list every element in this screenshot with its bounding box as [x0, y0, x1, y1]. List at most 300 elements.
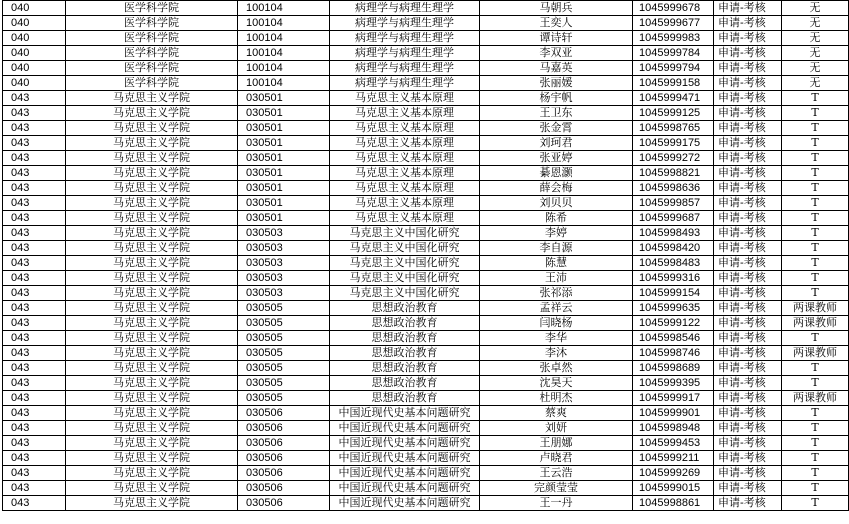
table-row: [3, 361, 849, 376]
student-name-cell: 闫晓杨: [480, 316, 633, 331]
admission-method-cell: 申请-考核: [714, 166, 782, 181]
college-code-cell: 043: [3, 181, 66, 196]
college-name-cell: 马克思主义学院: [66, 496, 238, 511]
exam-number-cell: 1045998746: [633, 346, 714, 361]
remark-cell: 无: [782, 31, 849, 46]
college-code-cell: 043: [3, 346, 66, 361]
student-name-cell: 杜明杰: [480, 391, 633, 406]
exam-number-cell: 1045998821: [633, 166, 714, 181]
table-row: [3, 286, 849, 301]
remark-cell: T: [782, 406, 849, 421]
college-name-cell: 马克思主义学院: [66, 151, 238, 166]
table-row: [3, 91, 849, 106]
college-code-cell: 043: [3, 436, 66, 451]
remark-cell: T: [782, 151, 849, 166]
major-name-cell: 马克思主义基本原理: [330, 196, 480, 211]
remark-cell: T: [782, 106, 849, 121]
admission-method-cell: 申请-考核: [714, 61, 782, 76]
college-name-cell: 马克思主义学院: [66, 91, 238, 106]
college-name-cell: 医学科学院: [66, 61, 238, 76]
admission-method-cell: 申请-考核: [714, 286, 782, 301]
major-code-cell: 030506: [238, 451, 330, 466]
student-name-cell: 卢晓君: [480, 451, 633, 466]
admission-method-cell: 申请-考核: [714, 421, 782, 436]
table-row: [3, 196, 849, 211]
table-row: [3, 466, 849, 481]
major-code-cell: 030501: [238, 91, 330, 106]
admission-method-cell: 申请-考核: [714, 211, 782, 226]
college-code-cell: 043: [3, 466, 66, 481]
major-code-cell: 030503: [238, 256, 330, 271]
table-row: [3, 181, 849, 196]
exam-number-cell: 1045999784: [633, 46, 714, 61]
table-row: [3, 421, 849, 436]
college-name-cell: 马克思主义学院: [66, 436, 238, 451]
exam-number-cell: 1045999125: [633, 106, 714, 121]
major-code-cell: 030503: [238, 271, 330, 286]
major-code-cell: 030501: [238, 196, 330, 211]
college-code-cell: 043: [3, 211, 66, 226]
table-row: [3, 121, 849, 136]
major-name-cell: 思想政治教育: [330, 391, 480, 406]
major-code-cell: 100104: [238, 61, 330, 76]
remark-cell: 两课教师: [782, 301, 849, 316]
exam-number-cell: 1045999122: [633, 316, 714, 331]
exam-number-cell: 1045998765: [633, 121, 714, 136]
table-row: [3, 331, 849, 346]
student-name-cell: 谭诗轩: [480, 31, 633, 46]
college-code-cell: 043: [3, 451, 66, 466]
college-code-cell: 043: [3, 316, 66, 331]
admission-method-cell: 申请-考核: [714, 391, 782, 406]
exam-number-cell: 1045999677: [633, 16, 714, 31]
major-name-cell: 病理学与病理生理学: [330, 76, 480, 91]
remark-cell: T: [782, 136, 849, 151]
major-name-cell: 马克思主义基本原理: [330, 211, 480, 226]
table-row: [3, 256, 849, 271]
major-code-cell: 100104: [238, 46, 330, 61]
exam-number-cell: 1045999857: [633, 196, 714, 211]
college-name-cell: 马克思主义学院: [66, 421, 238, 436]
student-name-cell: 张祁添: [480, 286, 633, 301]
major-name-cell: 马克思主义基本原理: [330, 136, 480, 151]
college-name-cell: 马克思主义学院: [66, 271, 238, 286]
major-name-cell: 马克思主义基本原理: [330, 106, 480, 121]
student-name-cell: 蔡爽: [480, 406, 633, 421]
student-name-cell: 张金霄: [480, 121, 633, 136]
major-code-cell: 030501: [238, 181, 330, 196]
college-name-cell: 马克思主义学院: [66, 316, 238, 331]
student-name-cell: 綦恩灏: [480, 166, 633, 181]
major-name-cell: 马克思主义中国化研究: [330, 226, 480, 241]
college-code-cell: 043: [3, 256, 66, 271]
admission-method-cell: 申请-考核: [714, 436, 782, 451]
major-name-cell: 马克思主义中国化研究: [330, 241, 480, 256]
major-code-cell: 030501: [238, 106, 330, 121]
major-code-cell: 030501: [238, 121, 330, 136]
student-name-cell: 王沛: [480, 271, 633, 286]
major-code-cell: 030506: [238, 481, 330, 496]
college-code-cell: 043: [3, 166, 66, 181]
table-row: [3, 346, 849, 361]
remark-cell: T: [782, 91, 849, 106]
table-row: [3, 136, 849, 151]
remark-cell: 两课教师: [782, 316, 849, 331]
exam-number-cell: 1045999154: [633, 286, 714, 301]
admission-method-cell: 申请-考核: [714, 76, 782, 91]
admission-method-cell: 申请-考核: [714, 331, 782, 346]
major-code-cell: 100104: [238, 1, 330, 16]
major-name-cell: 思想政治教育: [330, 316, 480, 331]
remark-cell: T: [782, 376, 849, 391]
major-code-cell: 100104: [238, 31, 330, 46]
major-code-cell: 030505: [238, 361, 330, 376]
college-name-cell: 马克思主义学院: [66, 361, 238, 376]
major-name-cell: 病理学与病理生理学: [330, 31, 480, 46]
student-name-cell: 马嘉英: [480, 61, 633, 76]
major-code-cell: 030503: [238, 241, 330, 256]
admission-method-cell: 申请-考核: [714, 301, 782, 316]
major-code-cell: 030505: [238, 331, 330, 346]
table-row: [3, 211, 849, 226]
major-name-cell: 马克思主义基本原理: [330, 121, 480, 136]
exam-number-cell: 1045999901: [633, 406, 714, 421]
student-name-cell: 李双亚: [480, 46, 633, 61]
college-code-cell: 043: [3, 286, 66, 301]
major-name-cell: 病理学与病理生理学: [330, 16, 480, 31]
major-name-cell: 思想政治教育: [330, 361, 480, 376]
student-name-cell: 张丽媛: [480, 76, 633, 91]
college-code-cell: 043: [3, 151, 66, 166]
major-name-cell: 马克思主义中国化研究: [330, 271, 480, 286]
major-code-cell: 030506: [238, 421, 330, 436]
major-code-cell: 030505: [238, 376, 330, 391]
college-code-cell: 043: [3, 406, 66, 421]
admission-method-cell: 申请-考核: [714, 451, 782, 466]
major-code-cell: 030501: [238, 166, 330, 181]
college-code-cell: 040: [3, 16, 66, 31]
admission-method-cell: 申请-考核: [714, 136, 782, 151]
remark-cell: T: [782, 181, 849, 196]
table-row: [3, 391, 849, 406]
college-code-cell: 040: [3, 76, 66, 91]
major-code-cell: 030505: [238, 391, 330, 406]
table-row: [3, 46, 849, 61]
college-code-cell: 043: [3, 106, 66, 121]
college-name-cell: 马克思主义学院: [66, 346, 238, 361]
remark-cell: T: [782, 256, 849, 271]
admission-method-cell: 申请-考核: [714, 226, 782, 241]
admission-method-cell: 申请-考核: [714, 31, 782, 46]
college-name-cell: 马克思主义学院: [66, 226, 238, 241]
college-code-cell: 043: [3, 376, 66, 391]
table-row: [3, 241, 849, 256]
major-code-cell: 030501: [238, 151, 330, 166]
college-code-cell: 043: [3, 331, 66, 346]
table-row: [3, 451, 849, 466]
exam-number-cell: 1045999635: [633, 301, 714, 316]
major-name-cell: 病理学与病理生理学: [330, 61, 480, 76]
table-row: [3, 301, 849, 316]
table-row: [3, 151, 849, 166]
college-code-cell: 043: [3, 121, 66, 136]
college-name-cell: 马克思主义学院: [66, 121, 238, 136]
exam-number-cell: 1045998546: [633, 331, 714, 346]
admission-method-cell: 申请-考核: [714, 316, 782, 331]
college-code-cell: 043: [3, 421, 66, 436]
major-name-cell: 中国近现代史基本问题研究: [330, 451, 480, 466]
admission-method-cell: 申请-考核: [714, 1, 782, 16]
major-name-cell: 中国近现代史基本问题研究: [330, 406, 480, 421]
exam-number-cell: 1045999678: [633, 1, 714, 16]
remark-cell: T: [782, 421, 849, 436]
exam-number-cell: 1045999272: [633, 151, 714, 166]
college-code-cell: 043: [3, 91, 66, 106]
remark-cell: 无: [782, 61, 849, 76]
college-name-cell: 马克思主义学院: [66, 376, 238, 391]
remark-cell: T: [782, 211, 849, 226]
major-code-cell: 030506: [238, 496, 330, 511]
major-name-cell: 思想政治教育: [330, 346, 480, 361]
student-name-cell: 王卫东: [480, 106, 633, 121]
student-name-cell: 张卓然: [480, 361, 633, 376]
exam-number-cell: 1045998636: [633, 181, 714, 196]
major-name-cell: 病理学与病理生理学: [330, 46, 480, 61]
remark-cell: T: [782, 466, 849, 481]
major-code-cell: 100104: [238, 16, 330, 31]
student-name-cell: 李沐: [480, 346, 633, 361]
major-code-cell: 030506: [238, 436, 330, 451]
major-name-cell: 中国近现代史基本问题研究: [330, 496, 480, 511]
admission-method-cell: 申请-考核: [714, 91, 782, 106]
college-name-cell: 马克思主义学院: [66, 301, 238, 316]
remark-cell: T: [782, 241, 849, 256]
remark-cell: 无: [782, 1, 849, 16]
college-name-cell: 马克思主义学院: [66, 406, 238, 421]
admission-method-cell: 申请-考核: [714, 376, 782, 391]
table-row: [3, 16, 849, 31]
college-code-cell: 043: [3, 481, 66, 496]
admission-method-cell: 申请-考核: [714, 256, 782, 271]
admission-method-cell: 申请-考核: [714, 121, 782, 136]
major-name-cell: 马克思主义基本原理: [330, 151, 480, 166]
exam-number-cell: 1045998493: [633, 226, 714, 241]
remark-cell: 两课教师: [782, 346, 849, 361]
major-name-cell: 马克思主义中国化研究: [330, 286, 480, 301]
table-row: [3, 76, 849, 91]
college-name-cell: 马克思主义学院: [66, 286, 238, 301]
remark-cell: T: [782, 436, 849, 451]
college-name-cell: 马克思主义学院: [66, 391, 238, 406]
exam-number-cell: 1045999175: [633, 136, 714, 151]
college-code-cell: 043: [3, 271, 66, 286]
major-name-cell: 中国近现代史基本问题研究: [330, 421, 480, 436]
table-row: [3, 436, 849, 451]
admission-method-cell: 申请-考核: [714, 496, 782, 511]
exam-number-cell: 1045999316: [633, 271, 714, 286]
major-code-cell: 030505: [238, 301, 330, 316]
remark-cell: 无: [782, 76, 849, 91]
table-row: [3, 106, 849, 121]
major-name-cell: 中国近现代史基本问题研究: [330, 481, 480, 496]
table-row: [3, 226, 849, 241]
student-name-cell: 陈慧: [480, 256, 633, 271]
major-code-cell: 030505: [238, 316, 330, 331]
remark-cell: T: [782, 286, 849, 301]
remark-cell: 两课教师: [782, 391, 849, 406]
remark-cell: T: [782, 166, 849, 181]
major-name-cell: 马克思主义基本原理: [330, 181, 480, 196]
admission-method-cell: 申请-考核: [714, 346, 782, 361]
table-row: [3, 496, 849, 511]
table-row: [3, 1, 849, 16]
college-name-cell: 马克思主义学院: [66, 451, 238, 466]
remark-cell: T: [782, 271, 849, 286]
student-name-cell: 马朝兵: [480, 1, 633, 16]
student-name-cell: 王云浩: [480, 466, 633, 481]
exam-number-cell: 1045999983: [633, 31, 714, 46]
exam-number-cell: 1045998689: [633, 361, 714, 376]
college-code-cell: 043: [3, 136, 66, 151]
college-name-cell: 马克思主义学院: [66, 331, 238, 346]
major-name-cell: 思想政治教育: [330, 301, 480, 316]
college-code-cell: 040: [3, 1, 66, 16]
major-name-cell: 马克思主义基本原理: [330, 166, 480, 181]
exam-number-cell: 1045998861: [633, 496, 714, 511]
student-name-cell: 杨宇帆: [480, 91, 633, 106]
exam-number-cell: 1045998483: [633, 256, 714, 271]
remark-cell: T: [782, 496, 849, 511]
college-name-cell: 马克思主义学院: [66, 106, 238, 121]
major-name-cell: 中国近现代史基本问题研究: [330, 466, 480, 481]
admission-method-cell: 申请-考核: [714, 46, 782, 61]
student-name-cell: 李自源: [480, 241, 633, 256]
college-name-cell: 医学科学院: [66, 31, 238, 46]
college-name-cell: 马克思主义学院: [66, 481, 238, 496]
exam-number-cell: 1045999917: [633, 391, 714, 406]
admission-method-cell: 申请-考核: [714, 481, 782, 496]
major-code-cell: 030503: [238, 226, 330, 241]
student-name-cell: 李婷: [480, 226, 633, 241]
student-name-cell: 孟祥云: [480, 301, 633, 316]
table-body: [3, 1, 849, 511]
college-name-cell: 医学科学院: [66, 1, 238, 16]
exam-number-cell: 1045999453: [633, 436, 714, 451]
major-name-cell: 病理学与病理生理学: [330, 1, 480, 16]
college-code-cell: 040: [3, 61, 66, 76]
admission-method-cell: 申请-考核: [714, 271, 782, 286]
college-name-cell: 马克思主义学院: [66, 241, 238, 256]
exam-number-cell: 1045999471: [633, 91, 714, 106]
major-name-cell: 思想政治教育: [330, 331, 480, 346]
exam-number-cell: 1045999015: [633, 481, 714, 496]
major-code-cell: 100104: [238, 76, 330, 91]
admission-method-cell: 申请-考核: [714, 16, 782, 31]
admission-method-cell: 申请-考核: [714, 241, 782, 256]
college-name-cell: 马克思主义学院: [66, 136, 238, 151]
admission-method-cell: 申请-考核: [714, 151, 782, 166]
college-code-cell: 040: [3, 46, 66, 61]
major-name-cell: 马克思主义基本原理: [330, 91, 480, 106]
exam-number-cell: 1045999395: [633, 376, 714, 391]
college-name-cell: 马克思主义学院: [66, 211, 238, 226]
admission-method-cell: 申请-考核: [714, 181, 782, 196]
student-name-cell: 刘贝贝: [480, 196, 633, 211]
major-name-cell: 思想政治教育: [330, 376, 480, 391]
exam-number-cell: 1045998948: [633, 421, 714, 436]
exam-number-cell: 1045999158: [633, 76, 714, 91]
exam-number-cell: 1045999269: [633, 466, 714, 481]
table-row: [3, 31, 849, 46]
table-row: [3, 406, 849, 421]
remark-cell: 无: [782, 46, 849, 61]
table-row: [3, 271, 849, 286]
college-name-cell: 马克思主义学院: [66, 466, 238, 481]
college-code-cell: 043: [3, 361, 66, 376]
student-name-cell: 薛会梅: [480, 181, 633, 196]
table-row: [3, 166, 849, 181]
college-code-cell: 043: [3, 391, 66, 406]
college-code-cell: 043: [3, 301, 66, 316]
college-name-cell: 马克思主义学院: [66, 256, 238, 271]
admission-method-cell: 申请-考核: [714, 361, 782, 376]
student-name-cell: 李华: [480, 331, 633, 346]
college-name-cell: 马克思主义学院: [66, 166, 238, 181]
remark-cell: T: [782, 331, 849, 346]
table-row: [3, 61, 849, 76]
student-name-cell: 刘珂君: [480, 136, 633, 151]
admission-method-cell: 申请-考核: [714, 196, 782, 211]
major-code-cell: 030501: [238, 211, 330, 226]
major-code-cell: 030505: [238, 346, 330, 361]
student-name-cell: 完颜莹莹: [480, 481, 633, 496]
exam-number-cell: 1045999794: [633, 61, 714, 76]
table-row: [3, 481, 849, 496]
major-code-cell: 030503: [238, 286, 330, 301]
student-name-cell: 陈希: [480, 211, 633, 226]
major-name-cell: 马克思主义中国化研究: [330, 256, 480, 271]
remark-cell: T: [782, 226, 849, 241]
college-code-cell: 043: [3, 496, 66, 511]
student-name-cell: 张亚婷: [480, 151, 633, 166]
exam-number-cell: 1045999687: [633, 211, 714, 226]
college-code-cell: 043: [3, 241, 66, 256]
table-row: [3, 376, 849, 391]
college-name-cell: 医学科学院: [66, 76, 238, 91]
college-name-cell: 医学科学院: [66, 16, 238, 31]
student-name-cell: 王朋娜: [480, 436, 633, 451]
remark-cell: T: [782, 481, 849, 496]
remark-cell: T: [782, 121, 849, 136]
exam-number-cell: 1045999211: [633, 451, 714, 466]
student-name-cell: 刘妍: [480, 421, 633, 436]
college-code-cell: 040: [3, 31, 66, 46]
remark-cell: T: [782, 361, 849, 376]
student-name-cell: 沈昊天: [480, 376, 633, 391]
admission-method-cell: 申请-考核: [714, 406, 782, 421]
college-name-cell: 马克思主义学院: [66, 181, 238, 196]
remark-cell: T: [782, 451, 849, 466]
admission-list-table: [2, 0, 849, 511]
admission-method-cell: 申请-考核: [714, 106, 782, 121]
major-name-cell: 中国近现代史基本问题研究: [330, 436, 480, 451]
college-name-cell: 医学科学院: [66, 46, 238, 61]
major-code-cell: 030506: [238, 466, 330, 481]
student-name-cell: 王一丹: [480, 496, 633, 511]
remark-cell: 无: [782, 16, 849, 31]
college-code-cell: 043: [3, 196, 66, 211]
college-code-cell: 043: [3, 226, 66, 241]
